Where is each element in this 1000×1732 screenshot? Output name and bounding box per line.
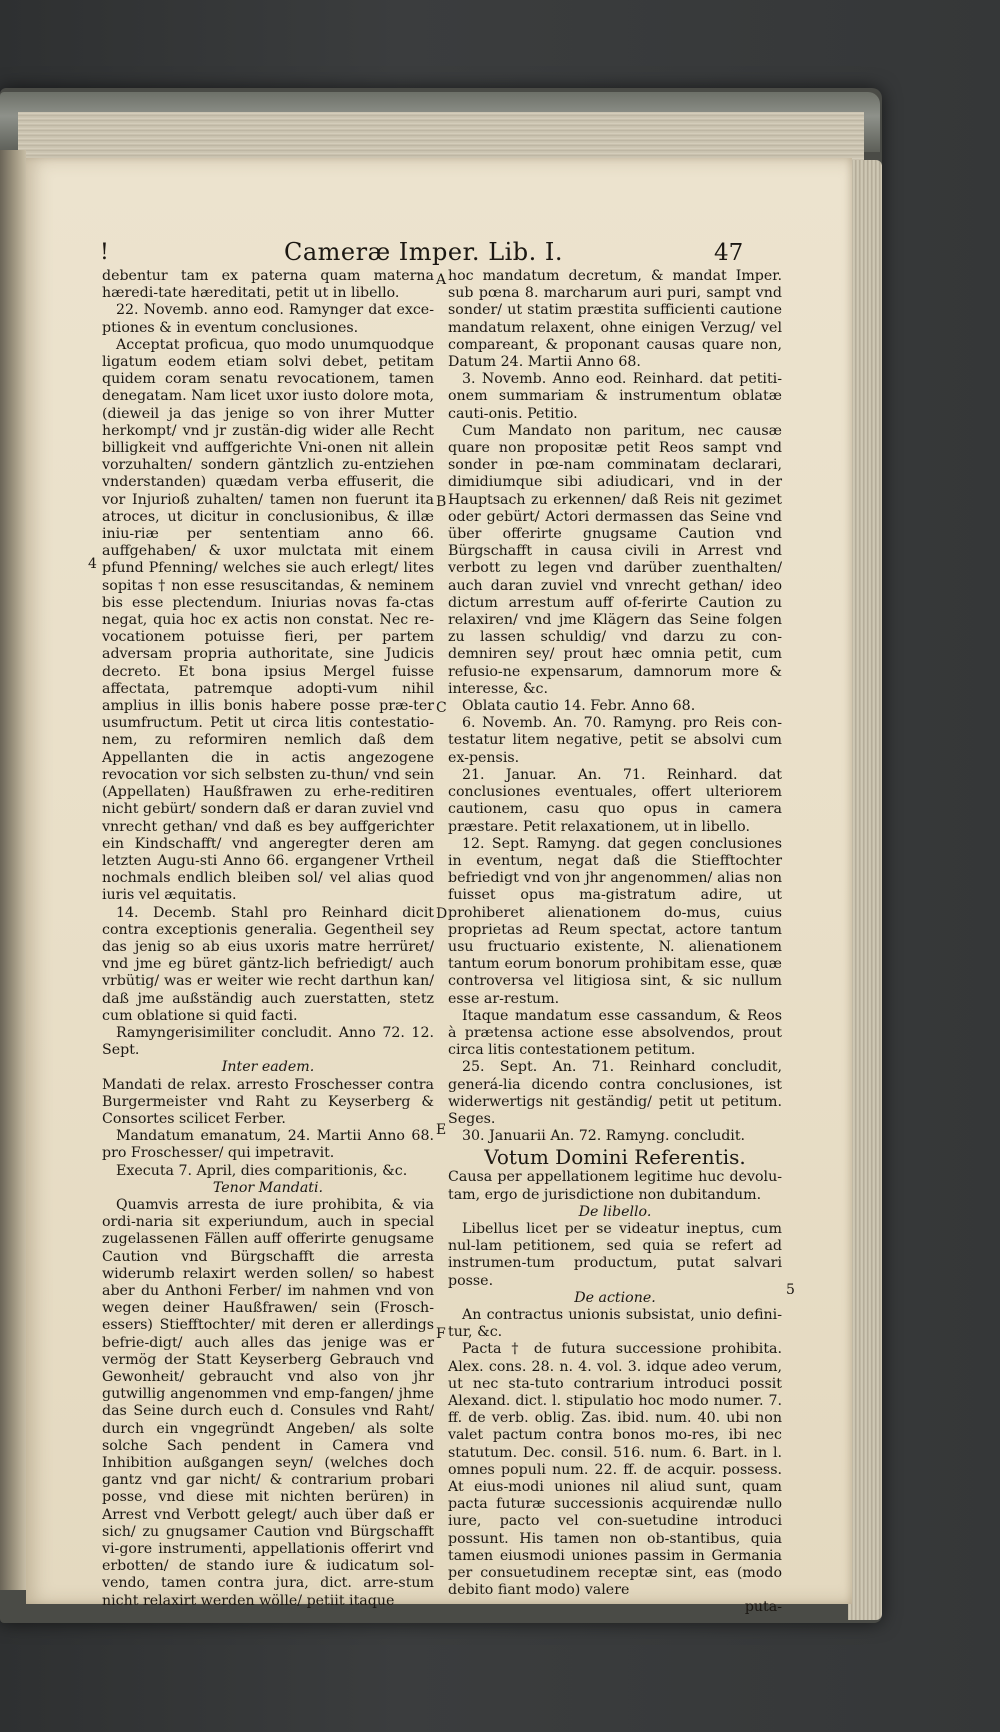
book-page bbox=[26, 158, 852, 1616]
margin-letter-f: F bbox=[436, 1326, 446, 1342]
subheading: Tenor Mandati. bbox=[212, 1179, 324, 1196]
paragraph: 25. Sept. An. 71. Reinhard concludit, generá-lia dicendo contra conclusiones, ist widerwertigs nit geständig/ petit ut petitum. Seges. bbox=[448, 1059, 782, 1127]
paragraph: 12. Sept. Ramyng. dat gegen conclusiones in eventum, negat daß die Stiefftochter befriedigt vnd von jhr angenommen/ alias non fuisset opus ma-gistratum adire, ut prohiberet alienationem do-mus, cuius proprietas ad Reum spectat, actore tantum usu fructuario existente, N. alienationem tantum eorum bonorum prohibitam esse, quæ controversa vel litigiosa sint, & sic nullum esse ar-restum. bbox=[448, 835, 782, 1007]
running-title: Cameræ Imper. Lib. I. bbox=[284, 238, 564, 266]
section-heading: Votum Domini Referentis. bbox=[484, 1145, 746, 1170]
paragraph: Itaque mandatum esse cassandum, & Reos à prætensa actione esse absolvendos, prout circa litis contestationem petitum. bbox=[448, 1007, 782, 1059]
paragraph: Causa per appellationem legitime huc devolu-tam, ergo de jurisdictione non dubitandum. bbox=[448, 1169, 782, 1203]
subheading: De libello. bbox=[578, 1203, 652, 1220]
subheading: Inter eadem. bbox=[221, 1059, 315, 1076]
margin-letter-e: E bbox=[436, 1122, 447, 1138]
subheading: De actione. bbox=[574, 1289, 656, 1306]
margin-letter-d: D bbox=[436, 906, 448, 922]
paragraph: hoc mandatum decretum, & mandat Imper. sub pœna 8. marcharum auri puri, sampt vnd sonder/ ut statim præstita sufficienti cautione mandatum relaxent, ohne einigen Verzug/ vel compareant, & proponant causas quare non, Datum 24. Martii Anno 68. bbox=[448, 268, 782, 371]
paragraph: 21. Januar. An. 71. Reinhard. dat conclusiones eventuales, offert ulteriorem cautionem, casu quo opus in camera præstare. Petit relaxationem, ut in libello. bbox=[448, 766, 782, 835]
paragraph: 14. Decemb. Stahl pro Reinhard dicit contra exceptionis generalia. Gegentheil sey das jenig so ab eius uxoris matre herrüret/ vnd jme eg büret gäntz-lich befriedigt/ auch vrbütig/ was er weiter wie recht darthun kan/ daß jme außständig auch zuerstatten, stetz cum oblatione si quid facti. bbox=[102, 904, 434, 1024]
paragraph: Mandati de relax. arresto Froschesser contra Burgermeister vnd Raht zu Keyserberg & Consortes scilicet Ferber. bbox=[102, 1076, 434, 1127]
page-fore-edge bbox=[848, 160, 882, 1620]
paragraph: 6. Novemb. An. 70. Ramyng. pro Reis con-testatur litem negative, petit se absolvi cum ex-pensis. bbox=[448, 715, 782, 766]
book-spine bbox=[0, 150, 26, 1590]
paragraph: Ramyngerisimiliter concludit. Anno 72. 12. Sept. bbox=[102, 1024, 434, 1059]
margin-letter-a: A bbox=[436, 272, 447, 288]
paragraph: 3. Novemb. Anno eod. Reinhard. dat petiti-onem summariam & instrumentum oblatæ cauti-onis. Petitio. bbox=[448, 371, 782, 422]
page-mark: ! bbox=[100, 240, 109, 265]
paragraph: An contractus unionis subsistat, unio defini-tur, &c. bbox=[448, 1306, 782, 1341]
paragraph: Executa 7. April, dies comparitionis, &c. bbox=[116, 1162, 408, 1179]
paragraph: Pacta † de futura successione prohibita. Alex. cons. 28. n. 4. vol. 3. idque adeo verum, ut nec sta-tuto contrarium introduci possit Alexand. dict. l. stipulatio hoc modo numer. 7. ff. de verb. oblig. Zas. ibid. num. 40. ubi non valet pactum contra bonos mo-res, ibi nec statutum. Dec. consil. 516. num. 6. Bart. in l. omnes populi num. 22. ff. de acquir. possess. At eius-modi uniones nil aliud sunt, quam pacta futuræ successionis acquirendæ nullo iure, pacto vel con-suetudine introduci possunt. His tamen non ob-stantibus, quia tamen eiusmodi uniones passim in Germania per consuetudinem receptæ sint, eas (modo debito fiant modo) valere bbox=[448, 1341, 782, 1599]
right-column bbox=[448, 268, 782, 1616]
page-number: 47 bbox=[714, 240, 744, 266]
paragraph: Oblata cautio 14. Febr. Anno 68. bbox=[462, 698, 696, 715]
paragraph: Mandatum emanatum, 24. Martii Anno 68. pro Froschesser/ qui impetravit. bbox=[102, 1128, 434, 1162]
margin-note-4: 4 bbox=[88, 556, 97, 572]
paragraph: debentur tam ex paterna quam materna hæredi-tate hæreditati, petit ut in libello. bbox=[102, 268, 434, 302]
margin-letter-b: B bbox=[436, 494, 447, 510]
paragraph: Cum Mandato non paritum, nec causæ quare non propositæ petit Reos sampt vnd sonder in pœ-nam comminatam declarari, dimidiumque sibi adiudicari, vnd in der Hauptsach zu erkennen/ daß Reis nit gezimet oder gebürt/ Actori dermassen das Seine vnd über offerirte gnugsame Caution vnd Bürgschafft in causa civili in Arrest vnd verbott zu legen vnd darüber zuenthalten/ auch daran zuviel vnd vnrecht gethan/ ideo dictum arrestum auff of-ferirte Caution zu relaxiren/ vnd jme Klägern das Seine folgen zu lassen schuldig/ vnd darzu zu con-demniren sey/ prout hæc omnia petit, cum refusio-ne expensarum, damnorum more & interesse, &c. bbox=[448, 422, 782, 697]
margin-note-5: 5 bbox=[786, 1282, 795, 1298]
left-column bbox=[102, 268, 434, 1609]
margin-letter-c: C bbox=[436, 700, 447, 716]
paragraph: Acceptat proficua, quo modo unumquodque ligatum eodem etiam solvi debet, petitam quidem coram senatu revocationem, tamen denegatam. Nam licet uxor iusto dolore mota, (dieweil ja das jenige so von ihrer Mutter herkompt/ vnd jr zustän-dig wider alle Recht billigkeit vnd auffgerichte Vni-onen nit allein vorzuhalten/ sondern gäntzlich zu-entziehen vnderstanden) quædam verba effuserit, die vor Injurioß zuhalten/ tamen non fuerunt ita atroces, ut dicitur in conclusionibus, & illæ iniu-riæ per sententiam anno 66. auffgehaben/ & uxor mulctata mit einem pfund Pfenning/ welches sie auch erlegt/ lites sopitas † non esse resuscitandas, & neminem bis esse plectendum. Iniurias novas fa-ctas negat, quia hoc ex actis non constat. Nec re-vocationem potuisse fieri, per partem adversam propria authoritate, sine Judicis decreto. Et bona ipsius Mergel fuisse affectata, patremque adopti-vum nihil amplius in illis bonis habere posse præ-ter usumfructum. Petit ut circa litis contestatio-nem, zu reformiren nemlich daß dem Appellanten die in actis angezogene revocation vor sich selbsten zu-thun/ vnd sein (Appellaten) Haußfrawen zu erhe-reditiren nicht gebürt/ sondern daß er daran zuviel vnd vnrecht gethan/ vnd daß es bey auffgerichter ein Kindschafft/ vnd angeregter deren am letzten Augu-sti Anno 66. ergangener Vrtheil nochmals endlich bleiben sol/ vel alias quod iuris vel æquitatis. bbox=[102, 336, 434, 904]
catchword: puta- bbox=[744, 1599, 782, 1616]
paragraph: 30. Januarii An. 72. Ramyng. concludit. bbox=[462, 1128, 746, 1145]
paragraph: Quamvis arresta de iure prohibita, & via ordi-naria sit experiundum, auch in special zugelassenen Fällen auff offerirte genugsame Caution vnd Bürgschafft die arresta widerumb relaxirt werden sollen/ so habest aber du Anthoni Ferber/ im nahmen vnd von wegen deiner Haußfrawen/ sein (Frosch-essers) Stiefftochter/ mit deren er allerdings befrie-digt/ auch alles das jenige was er vermög der Statt Keyserberg Gebrauch vnd Gewonheit/ gebraucht vnd also von jhr gutwillig angenommen vnd emp-fangen/ jhme das Seine durch euch d. Consules vnd Raht/ durch ein vngegründt Angeben/ als solte solche Sach pendent in Camera vnd Inhibition außgangen seyn/ (welches doch gantz vnd gar nicht/ & contrarium probari posse, vnd diese mit nichten berüren) in Arrest vnd Verbott gelegt/ auch über daß er sich/ zu gnugsamer Caution vnd Bürgschafft vi-gore instrumenti, appellationis offerirt vnd erbotten/ de stando iure & iudicatum sol-vendo, tamen contra jura, dict. arre-stum nicht relaxirt werden wölle/ petiit itaque bbox=[102, 1196, 434, 1609]
paragraph: Libellus licet per se videatur ineptus, cum nul-lam petitionem, sed quia se refert ad instrumen-tum productum, putat salvari posse. bbox=[448, 1220, 782, 1289]
paragraph: 22. Novemb. anno eod. Ramynger dat exce-ptiones & in eventum conclusiones. bbox=[102, 302, 434, 336]
